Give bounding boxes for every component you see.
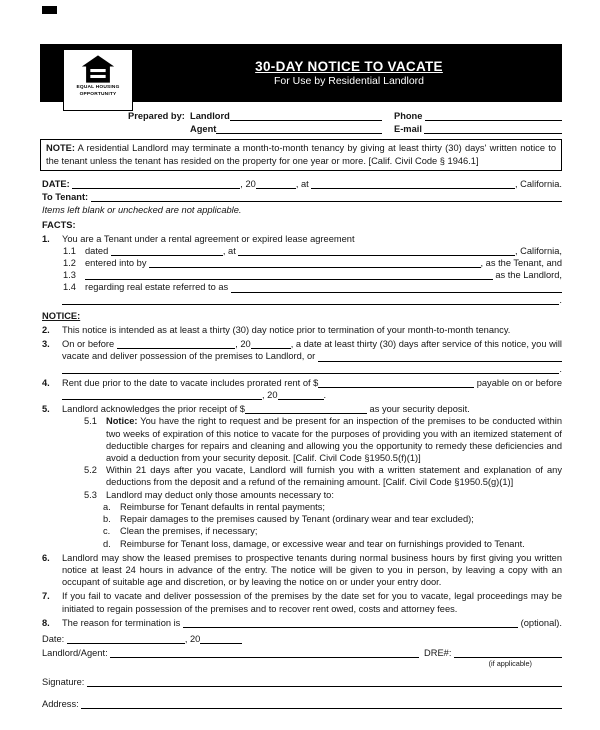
item-number: 4. <box>42 377 50 388</box>
item-letter: a. <box>103 501 111 512</box>
item-number: 5.3 <box>84 489 97 500</box>
notice-item-3-continued-2 <box>40 363 562 375</box>
item-number: 3. <box>42 339 50 350</box>
header-titles <box>136 44 562 102</box>
fact-1-2-text: entered into by <box>85 258 150 269</box>
form-subtitle: For Use by Residential Landlord <box>274 75 424 87</box>
form-title: 30-DAY NOTICE TO VACATE <box>255 59 443 74</box>
phone-row <box>394 110 562 122</box>
equal-housing-text-line1: EQUAL HOUSING <box>76 85 120 90</box>
period: . <box>559 363 562 374</box>
date-blank[interactable] <box>72 180 240 189</box>
notice-item-3 <box>40 338 562 350</box>
notice-item-4 <box>40 377 562 389</box>
facts-item-1-2 <box>40 257 562 269</box>
prepared-by-label: Prepared by: <box>128 111 191 121</box>
notice-8-optional-label: (optional). <box>518 617 562 628</box>
item-letter: c. <box>103 526 111 537</box>
dre-if-applicable-note: (if applicable) <box>488 659 532 669</box>
fact-1-4-property-blank-2[interactable] <box>62 296 559 305</box>
notice-item-5-3-d <box>40 538 562 550</box>
prepared-landlord-blank[interactable] <box>230 112 382 121</box>
notice-3-landlord-blank[interactable] <box>318 353 562 362</box>
date-year-blank[interactable] <box>256 180 296 189</box>
facts-item-1-4-continued <box>40 294 562 306</box>
address-blank[interactable] <box>81 700 562 709</box>
notice-item-7 <box>40 590 562 614</box>
item-number: 1. <box>42 233 50 244</box>
signature-label: Signature: <box>42 676 87 687</box>
facts-item-1-3 <box>40 269 562 281</box>
email-label: E-mail <box>394 124 425 135</box>
notice-5-3-b-text: Repair damages to the premises caused by Tenant (ordinary wear and tear excluded); <box>120 514 474 525</box>
notice-item-5-3-b <box>40 513 562 525</box>
item-letter: b. <box>103 514 111 525</box>
notice-item-2-text: This notice is intended as at least a thirty (30) day notice prior to termination of your month-to-month tenancy. <box>62 325 511 336</box>
date-line <box>40 178 562 190</box>
footer-year-prefix: , 20 <box>184 633 201 644</box>
notice-5-text-2: as your security deposit. <box>366 404 470 415</box>
facts-item-1-1 <box>40 245 562 257</box>
facts-item-1-4 <box>40 281 562 293</box>
notice-5-3-c-text: Clean the premises, if necessary; <box>120 526 258 537</box>
notice-item-3-continued <box>40 350 562 362</box>
item-number: 1.2 <box>63 258 76 269</box>
equal-housing-text-line2: OPPORTUNITY <box>79 91 117 97</box>
notice-item-5-2 <box>40 464 562 488</box>
notice-heading: NOTICE: <box>42 310 81 321</box>
item-number: 1.3 <box>63 270 76 281</box>
notice-4-text-2: payable on or before <box>474 377 562 388</box>
header-bar <box>40 44 562 102</box>
agent-blank[interactable] <box>216 125 382 134</box>
notice-item-6 <box>40 552 562 589</box>
fact-1-1-california-label: , California, <box>514 245 562 256</box>
notice-item-4-continued <box>40 389 562 401</box>
note-text: A residential Landlord may terminate a month-to-month tenancy by giving at least thirty (30) days' written notice to the tenant unless the tenant has resided on the property for one year or more. [Calif. Civil Code § 1946.1] <box>46 143 556 166</box>
landlord-label: Landlord <box>190 111 230 121</box>
period: . <box>559 294 562 305</box>
item-letter: d. <box>103 538 111 549</box>
fact-1-4-text: regarding real estate referred to as <box>85 282 231 293</box>
date-label: DATE: <box>42 178 73 189</box>
notice-5-text: Landlord acknowledges the prior receipt of $ <box>62 404 245 415</box>
notice-3-date-blank[interactable] <box>117 340 235 349</box>
address-line <box>40 698 562 710</box>
fact-1-1-at-label: , at <box>222 245 239 256</box>
notice-3-text: On or before <box>62 339 117 350</box>
notice-item-8 <box>40 617 562 629</box>
item-number: 8. <box>42 617 50 628</box>
signature-line <box>40 676 562 688</box>
notice-5-3-text: Landlord may deduct only those amounts necessary to: <box>106 489 334 500</box>
prepared-by-row <box>128 110 382 122</box>
to-tenant-label: To Tenant: <box>42 192 91 203</box>
fact-1-2-tenant-label: , as the Tenant, and <box>480 258 562 269</box>
notice-4-date-blank[interactable] <box>62 391 262 400</box>
notice-item-5-1 <box>40 415 562 464</box>
notice-7-text: If you fail to vacate and deliver possession of the premises by the date set for you to vacate, legal proceedings may be initiated to regain possession of the premises and to recover rent owed, costs and attorney fees. <box>62 591 562 614</box>
notice-3-text-3: vacate and deliver possession of the premises to Landlord, or <box>62 351 318 362</box>
item-number: 2. <box>42 325 50 336</box>
signature-blank[interactable] <box>87 678 562 687</box>
dre-blank[interactable] <box>454 649 562 658</box>
to-tenant-line <box>40 191 562 203</box>
landlord-agent-line <box>40 647 562 659</box>
footer-date-line <box>40 633 562 645</box>
item-number: 1.1 <box>63 245 76 256</box>
note-label: NOTE: <box>46 143 75 154</box>
facts-item-1 <box>40 233 562 245</box>
notice-3-year-prefix: , 20 <box>235 339 251 350</box>
fact-1-2-tenant-blank[interactable] <box>149 259 480 268</box>
address-label: Address: <box>42 699 82 710</box>
notice-8-text: The reason for termination is <box>62 617 183 628</box>
notice-4-year-blank[interactable] <box>278 391 324 400</box>
blank-items-note: Items left blank or unchecked are not applicable. <box>42 205 242 216</box>
agent-row <box>190 123 382 135</box>
item-number: 5.1 <box>84 416 97 427</box>
prepared-by-section <box>128 110 562 135</box>
equal-housing-logo <box>63 49 133 111</box>
fact-1-1-city-blank[interactable] <box>238 247 515 256</box>
notice-4-text: Rent due prior to the date to vacate includes prorated rent of $ <box>62 377 319 388</box>
equal-housing-icon <box>81 54 115 84</box>
notice-4-rent-blank[interactable] <box>318 379 474 388</box>
notice-5-deposit-blank[interactable] <box>245 405 367 414</box>
notice-5-1-label: Notice: <box>106 416 138 427</box>
notice-item-2 <box>40 324 562 336</box>
landlord-agent-label: Landlord/Agent: <box>42 648 111 659</box>
dre-label: DRE#: <box>418 648 454 659</box>
footer-date-blank[interactable] <box>67 635 185 644</box>
item-number: 1.4 <box>63 282 76 293</box>
notice-5-2-text: Within 21 days after you vacate, Landlord will furnish you with a written statement and explanation of any deductions from the deposit and a refund of the remaining amount. [Calif. Civil Code §1950.5(g)(1)] <box>106 465 562 488</box>
date-at-label: , at <box>295 178 312 189</box>
notice-item-5 <box>40 403 562 415</box>
fact-1-3-landlord-label: as the Landlord, <box>492 270 562 281</box>
note-box <box>40 139 562 170</box>
notice-3-landlord-blank-2[interactable] <box>62 365 559 374</box>
date-year-prefix: , 20 <box>240 178 256 189</box>
date-california-label: , California. <box>514 178 562 189</box>
notice-item-5-3-a <box>40 501 562 513</box>
page-corner-mark <box>42 6 57 14</box>
agent-label: Agent <box>190 124 217 135</box>
facts-item-1-text: You are a Tenant under a rental agreement or expired lease agreement <box>62 233 355 244</box>
facts-heading: FACTS: <box>42 220 76 231</box>
fact-1-4-property-blank[interactable] <box>231 284 562 293</box>
item-number: 6. <box>42 552 50 563</box>
item-number: 5. <box>42 404 50 415</box>
notice-6-text: Landlord may show the leased premises to prospective tenants during normal business hours by first giving you written notice at least 24 hours in advance of the entry. The notice will be given to you in person, by leaving a copy with an occupant of suitable age and discretion, or by leaving the notice on or under your entry door. <box>62 552 562 588</box>
fact-1-3-landlord-blank[interactable] <box>85 271 493 280</box>
phone-label: Phone <box>394 111 425 121</box>
notice-5-3-d-text: Reimburse for Tenant loss, damage, or excessive wear and tear on furnishings provided to Tenant. <box>120 538 525 549</box>
item-number: 7. <box>42 591 50 602</box>
notice-item-5-3 <box>40 489 562 501</box>
notice-5-1-text: You have the right to request and be present for an inspection of the premises to be conducted within two weeks of expiration of this notice to vacate for the purposes of providing you with an itemized statement of deductible charges for repairs and cleaning and allowing you the opportunity to remedy these deficiencies and avoid a deduction from your security deposit. [Calif. Civil Code §1950.5(f)(1)] <box>106 416 562 464</box>
notice-8-reason-blank[interactable] <box>183 619 518 628</box>
tenant-name-blank[interactable] <box>91 193 562 202</box>
fact-1-1-text: dated <box>85 245 111 256</box>
fact-1-1-date-blank[interactable] <box>111 247 223 256</box>
footer-year-blank[interactable] <box>200 635 242 644</box>
phone-blank[interactable] <box>425 112 562 121</box>
notice-3-text-2: , a date at least thirty (30) days after service of this notice, you will <box>290 339 562 350</box>
date-city-blank[interactable] <box>311 180 515 189</box>
email-row <box>394 123 562 135</box>
item-number: 5.2 <box>84 465 97 476</box>
notice-4-year-prefix: , 20 <box>262 390 278 401</box>
landlord-agent-blank[interactable] <box>110 649 419 658</box>
footer-date-label: Date: <box>42 633 67 644</box>
notice-item-5-3-c <box>40 525 562 537</box>
email-blank[interactable] <box>424 125 562 134</box>
notice-3-year-blank[interactable] <box>251 340 291 349</box>
period: . <box>323 390 327 401</box>
notice-5-3-a-text: Reimburse for Tenant defaults in rental payments; <box>120 501 325 512</box>
